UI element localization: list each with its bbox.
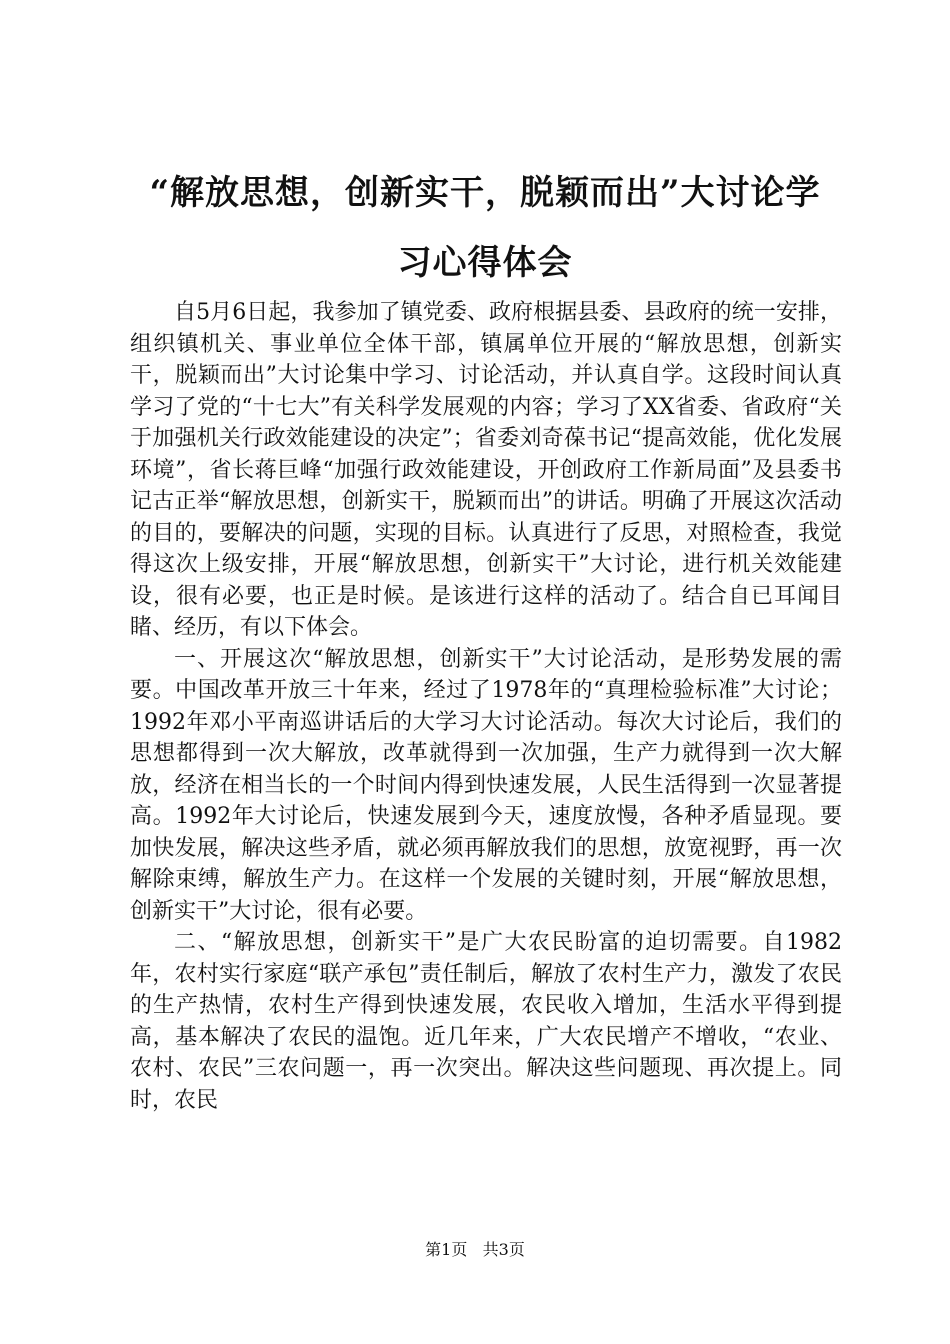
page-total: 共3页 bbox=[482, 1240, 525, 1259]
page-footer bbox=[0, 1240, 950, 1260]
document-title bbox=[130, 158, 840, 298]
paragraph-point-one: 一、开展这次“解放思想，创新实干”大讨论活动，是形势发展的需要。中国改革开放三十年来，经过了1978年的“真理检验标准”大讨论；1992年邓小平南巡讲话后的大学习大讨论活动。每次大讨论后，我们的思想都得到一次大解放，改革就得到一次加强，生产力就得到一次大解放，经济在相当长的一个时间内得到快速发展，人民生活得到一次显著提高。1992年大讨论后，快速发展到今天，速度放慢，各种矛盾显现。要加快发展，解决这些矛盾，就必须再解放我们的思想，放宽视野，再一次解除束缚，解放生产力。在这样一个发展的关键时刻，开展“解放思想，创新实干”大讨论，很有必要。 bbox=[130, 646, 842, 924]
title-line-1: “解放思想，创新实干，脱颖而出”大讨论学 bbox=[149, 173, 821, 213]
title-line-2: 习心得体会 bbox=[397, 243, 573, 283]
document-body bbox=[130, 297, 842, 1116]
paragraph-point-two: 二、“解放思想，创新实干”是广大农民盼富的迫切需要。自1982年，农村实行家庭“联产承包”责任制后，解放了农村生产力，激发了农民的生产热情，农村生产得到快速发展，农民收入增加，生活水平得到提高，基本解决了农民的温饱。近几年来，广大农民增产不增收，“农业、农村、农民”三农问题一，再一次突出。解决这些问题现、再次提上。同时，农民 bbox=[130, 930, 842, 1113]
paragraph-intro: 自5月6日起，我参加了镇党委、政府根据县委、县政府的统一安排，组织镇机关、事业单位全体干部，镇属单位开展的“解放思想，创新实干，脱颖而出”大讨论集中学习、讨论活动，并认真自学。这段时间认真学习了党的“十七大”有关科学发展观的内容；学习了XX省委、省政府“关于加强机关行政效能建设的决定”；省委刘奇葆书记“提高效能，优化发展环境”，省长蒋巨峰“加强行政效能建设，开创政府工作新局面”及县委书记古正举“解放思想，创新实干，脱颖而出”的讲话。明确了开展这次活动的目的，要解决的问题，实现的目标。认真进行了反思，对照检查，我觉得这次上级安排，开展“解放思想，创新实干”大讨论，进行机关效能建设，很有必要，也正是时候。是该进行这样的活动了。结合自已耳闻目睹、经历，有以下体会。 bbox=[130, 300, 842, 640]
page-number: 第1页 bbox=[425, 1240, 468, 1259]
